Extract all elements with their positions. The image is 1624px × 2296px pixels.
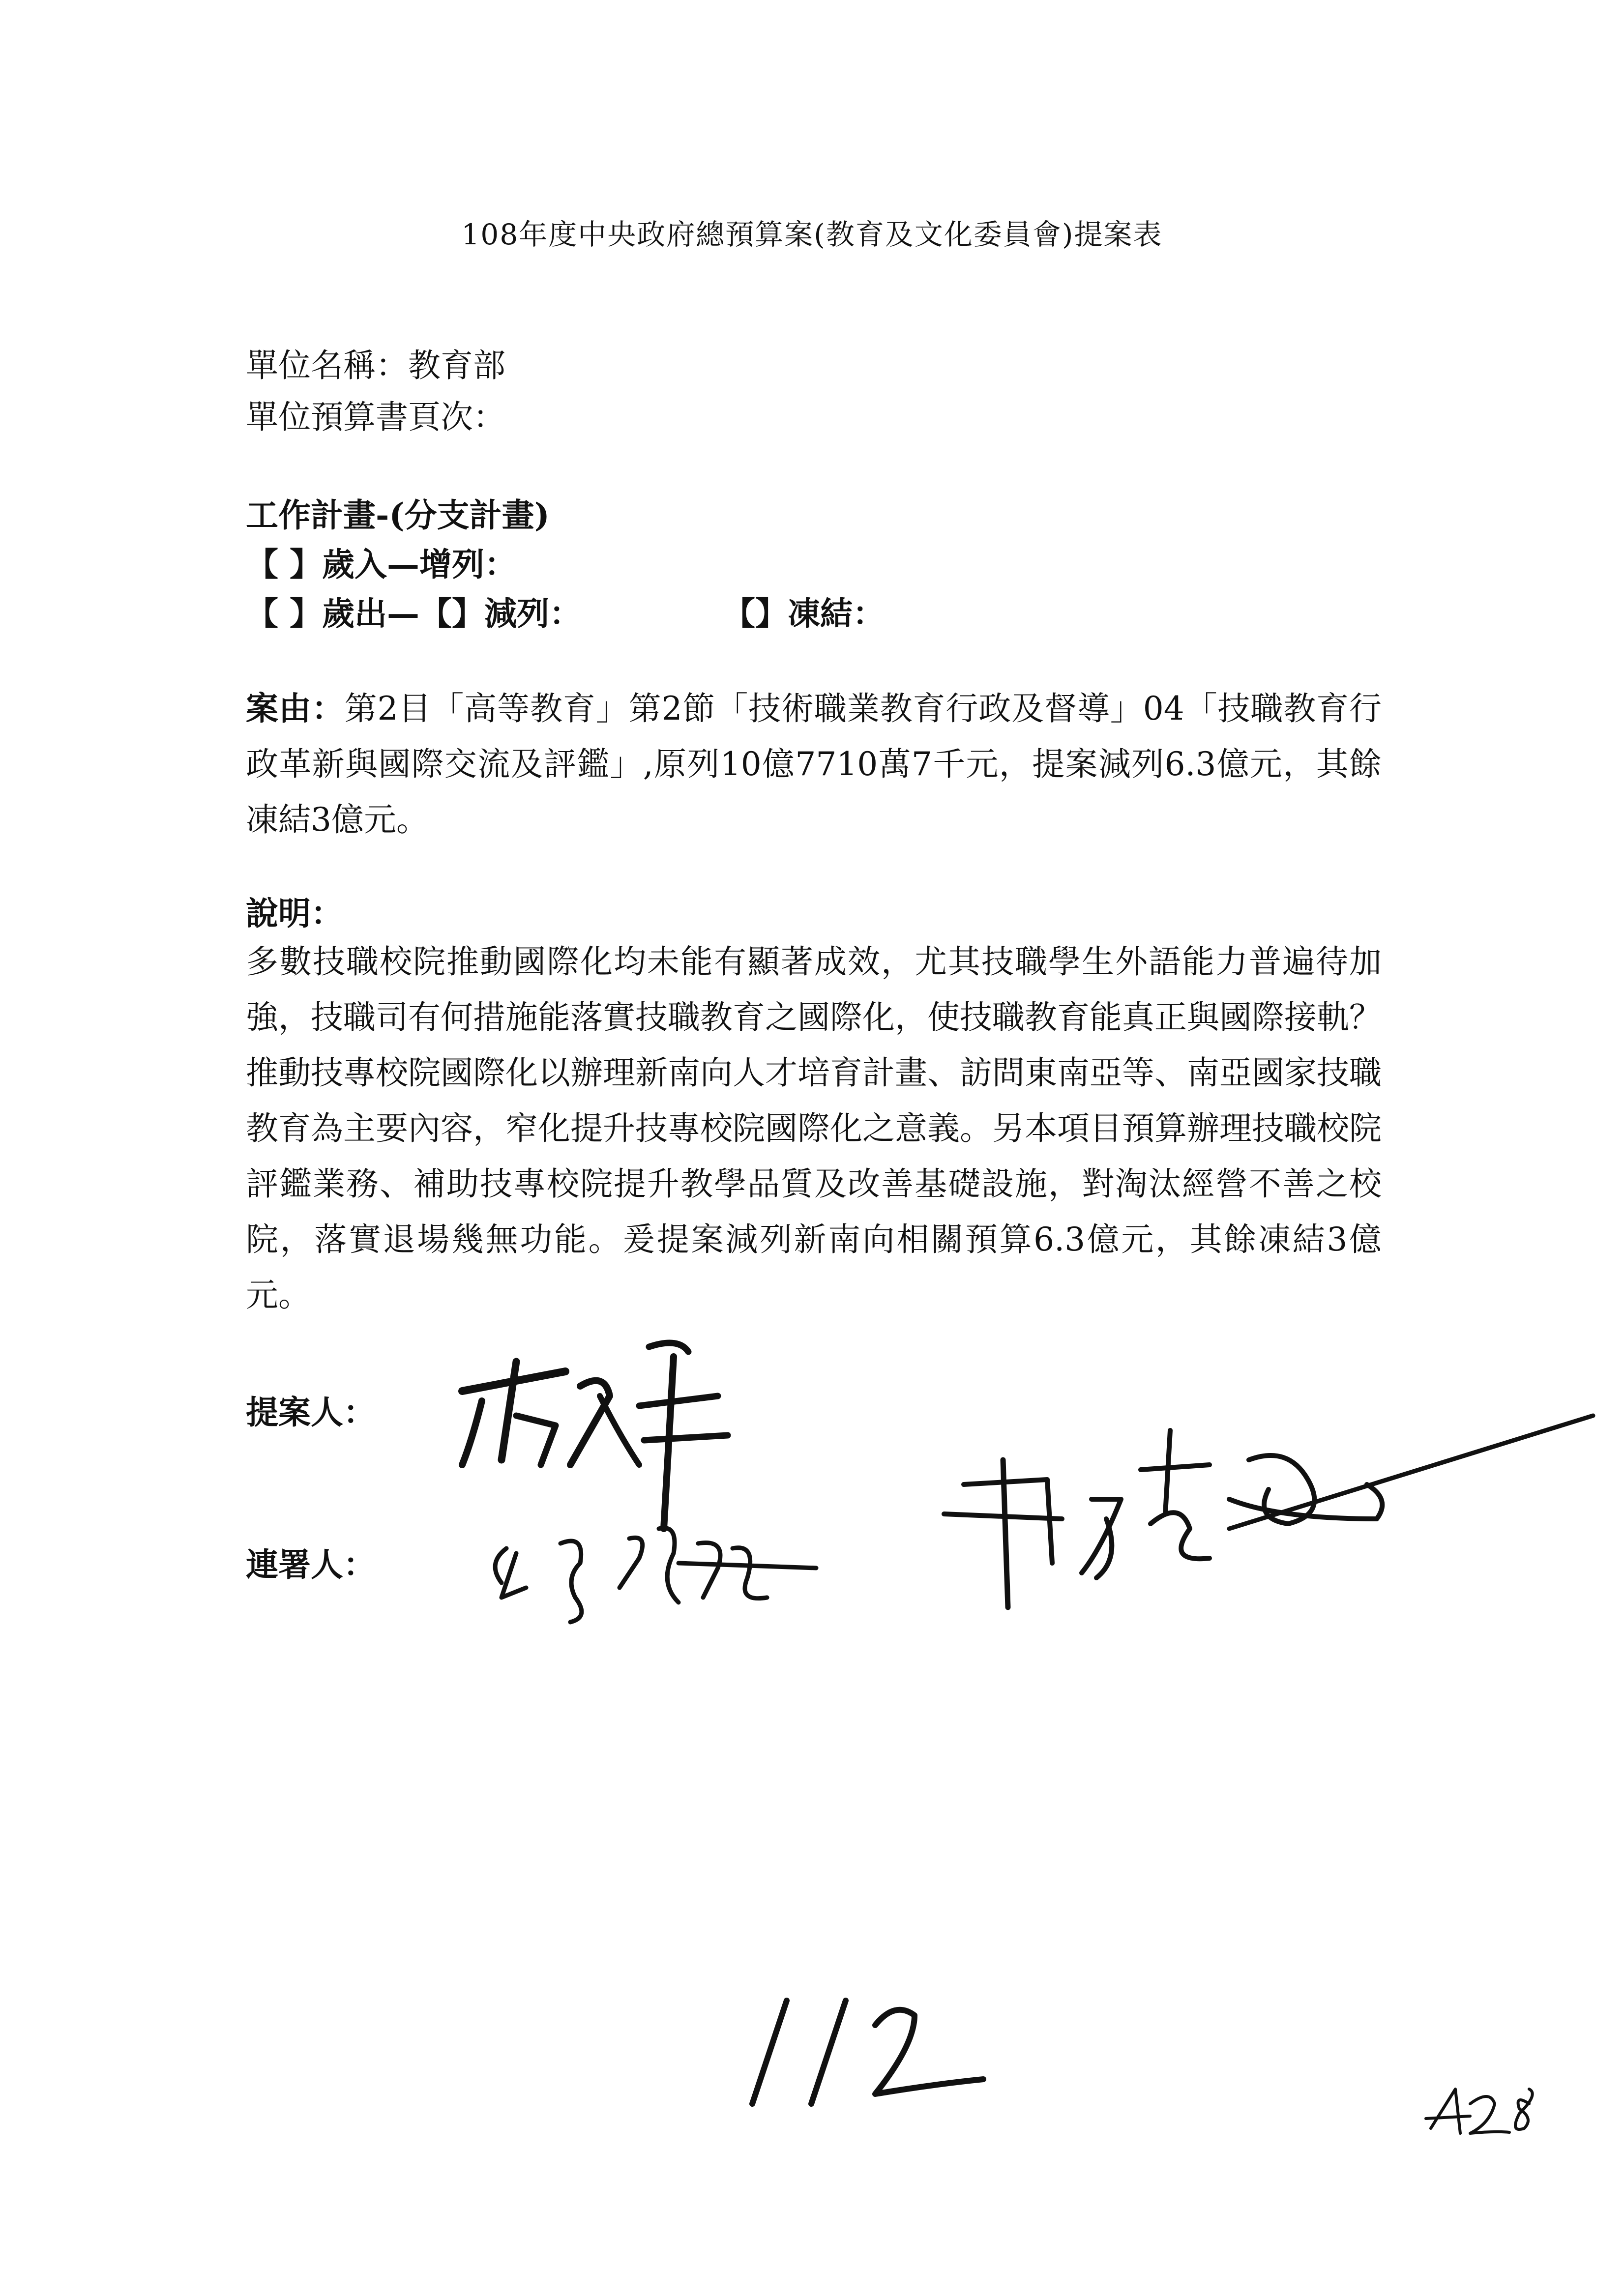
proposer-label: 提案人：	[246, 1393, 376, 1431]
document-title: 108年度中央政府總預算案(教育及文化委員會)提案表	[461, 218, 1163, 251]
work-plan: 工作計畫-(分支計畫)	[246, 496, 550, 534]
case-reason	[246, 681, 1382, 847]
cosigner-label: 連署人：	[246, 1545, 376, 1584]
income-line: 【 】歲入—增列：	[246, 545, 517, 583]
unit-name: 單位名稱：教育部	[246, 347, 505, 384]
explanation-text: 多數技職校院推動國際化均未能有顯著成效，尤其技職學生外語能力普遍待加強，技職司有何措施能落實技職教育之國際化，使技職教育能真正與國際接軌？推動技專校院國際化以辦理新南向人才培育計畫、訪問東南亞等、南亞國家技職教育為主要內容，窄化提升技專校院國際化之意義。另本項目預算辦理技職校院評鑑業務、補助技專校院提升教學品質及改善基礎設施，對淘汰經營不善之校院，落實退場幾無功能。爰提案減列新南向相關預算6.3億元，其餘凍結3億元。	[246, 943, 1382, 1314]
expense-line: 【 】歲出—【】減列：	[246, 594, 582, 633]
explanation-label: 說明：	[246, 894, 343, 932]
case-text: 第2目「高等教育」第2節「技術職業教育行政及督導」04「技職教育行政革新與國際交流及評鑑」,原列10億7710萬7千元，提案減列6.3億元，其餘凍結3億元。	[246, 690, 1382, 839]
case-label: 案由：	[246, 689, 345, 727]
budget-page: 單位預算書頁次：	[246, 398, 505, 436]
handwritten-number	[728, 1981, 1003, 2148]
freeze-line: 【】凍結：	[723, 594, 885, 633]
cosigner-signature-2	[934, 1401, 1603, 1637]
cosigner-signature-1	[472, 1489, 846, 1627]
page-number	[1416, 2074, 1554, 2173]
